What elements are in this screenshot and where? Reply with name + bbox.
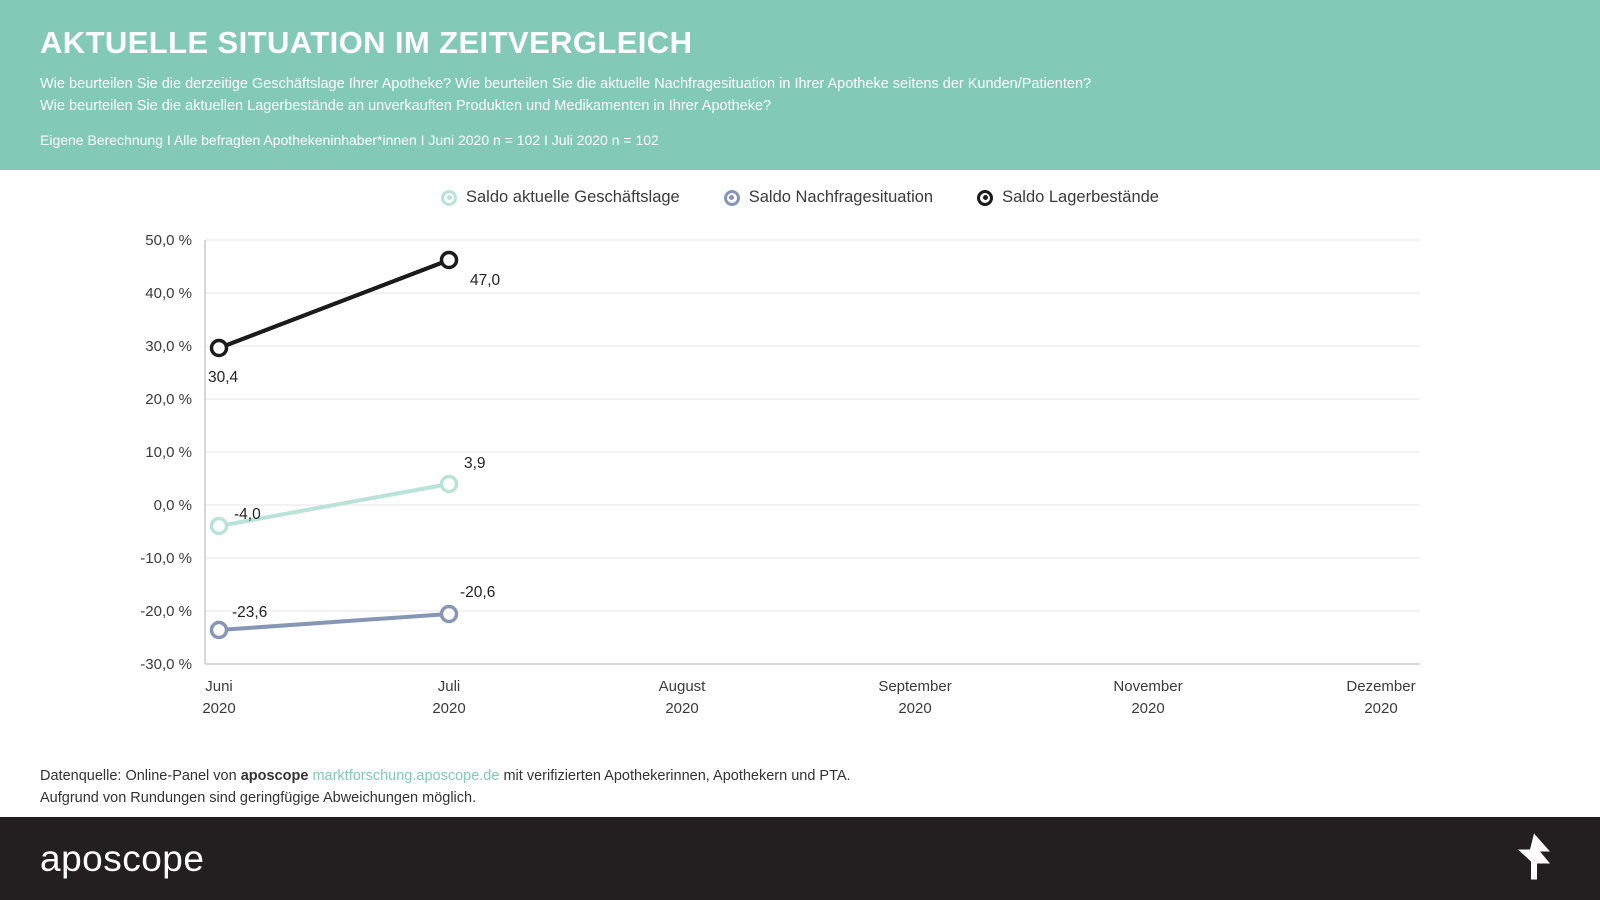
data-label: 47,0 [470,272,501,289]
header-question-line-1: Wie beurteilen Sie die derzeitige Geschäftslage Ihrer Apotheke? Wie beurteilen Sie die aktuelle Nachfragesituation in Ihrer Apotheke seitens der Kunden/Patienten? [40,76,1092,93]
legend-label: Saldo Lagerbestände [1002,188,1159,206]
data-point-marker[interactable] [442,477,457,492]
y-tick-label: 20,0 % [145,391,192,408]
y-tick-label: -10,0 % [140,550,192,567]
x-tick-year: 2020 [665,700,699,717]
y-axis-tick-labels [140,232,192,673]
footnote-suffix: mit verifizierten Apothekerinnen, Apothekern und PTA. [499,768,851,784]
data-label: 3,9 [464,455,486,472]
series-geschaeftslage [212,455,486,534]
y-tick-label: -30,0 % [140,656,192,673]
y-tick-label: 30,0 % [145,338,192,355]
grid-lines [205,240,1420,664]
legend-label: Saldo Nachfragesituation [748,188,934,206]
x-tick-label: Dezember [1346,678,1416,695]
data-point-marker[interactable] [442,607,457,622]
x-tick-label: August [658,678,706,695]
footnote [40,765,1440,810]
footnote-prefix: Datenquelle: Online-Panel von [40,768,241,784]
series-line-lagerbestaende [219,260,449,348]
y-tick-label: -20,0 % [140,603,192,620]
line-chart [0,225,1600,745]
y-tick-label: 0,0 % [153,497,192,514]
x-tick-year: 2020 [432,700,466,717]
footnote-line-2: Aufgrund von Rundungen sind geringfügige Abweichungen möglich. [40,790,477,807]
x-tick-year: 2020 [898,700,932,717]
header-question-line-2: Wie beurteilen Sie die aktuellen Lagerbestände an unverkauften Produkten und Medikamenten in Ihrer Apotheke? [40,97,772,114]
x-tick-label: Juni [205,678,233,695]
x-tick-label: November [1113,678,1183,695]
data-label: -4,0 [234,506,261,523]
x-tick-year: 2020 [1131,700,1165,717]
chart-legend [0,188,1600,207]
y-tick-label: 40,0 % [145,285,192,302]
data-point-marker[interactable] [212,623,227,638]
footnote-link[interactable]: marktforschung.aposcope.de [312,768,500,784]
legend-item-nachfragesituation[interactable] [724,188,933,207]
header-banner [0,0,1600,170]
series-lagerbestaende [208,253,501,387]
x-axis-tick-labels [202,678,1415,717]
page-title: AKTUELLE SITUATION IM ZEITVERGLEICH [40,25,693,60]
legend-marker-icon [724,190,740,206]
x-tick-year: 2020 [202,700,236,717]
data-point-marker[interactable] [212,519,227,534]
legend-label: Saldo aktuelle Geschäftslage [466,188,680,206]
x-tick-label: September [878,678,952,695]
legend-item-geschaeftslage[interactable] [441,188,680,207]
legend-marker-icon [977,190,993,206]
footer-bar [0,817,1600,900]
x-tick-label: Juli [437,678,461,695]
x-tick-year: 2020 [1364,700,1398,717]
footnote-brand: aposcope [240,768,309,784]
aposcope-bird-icon [1504,829,1558,888]
data-point-marker[interactable] [212,341,227,356]
y-tick-label: 10,0 % [145,444,192,461]
data-point-marker[interactable] [442,253,457,268]
chart-svg [0,225,1600,745]
legend-marker-icon [441,190,457,206]
header-source-line: Eigene Berechnung I Alle befragten Apothekeninhaber*innen I Juni 2020 n = 102 I Juli 2020 n = 102 [40,131,659,148]
data-label: -23,6 [232,604,268,621]
footnote-line-1 [40,765,1440,787]
y-tick-label: 50,0 % [145,232,192,249]
data-label: 30,4 [208,369,239,386]
data-label: -20,6 [460,584,496,601]
footer-logo-text: aposcope [40,837,205,879]
legend-item-lagerbestaende[interactable] [977,188,1159,207]
